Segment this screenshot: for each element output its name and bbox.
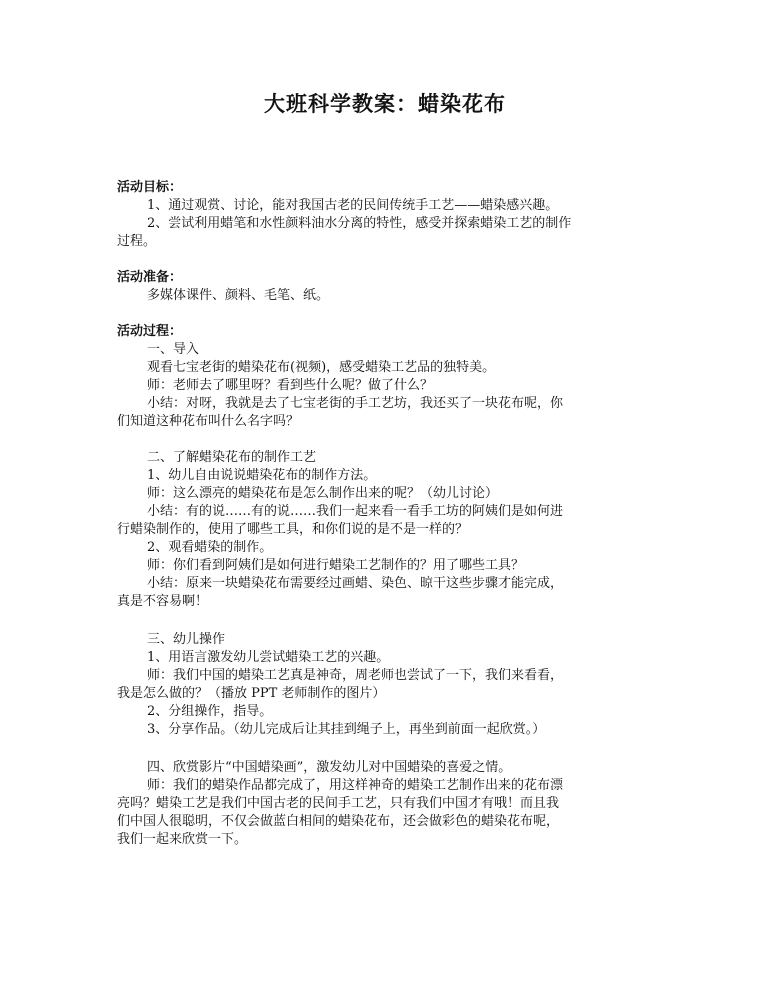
section-3-line-4: 3、分享作品。（幼儿完成后让其挂到绳子上，再坐到前面一起欣赏。） — [147, 722, 546, 737]
section-4-line-1d: 我们一起来欣赏一下。 — [117, 832, 248, 847]
section-2-title: 二、了解蜡染花布的制作工艺 — [147, 450, 317, 465]
section-3-line-3: 2、分组操作，指导。 — [147, 704, 273, 719]
section-2-line-3a: 小结：有的说……有的说……我们一起来看一看手工坊的阿姨们是如何进 — [147, 504, 564, 519]
section-4-title: 四、欣赏影片“中国蜡染画”，激发幼儿对中国蜡染的喜爱之情。 — [147, 760, 512, 775]
section-3-line-2a: 师：我们中国的蜡染工艺真是神奇，周老师也尝试了一下，我们来看看， — [147, 668, 564, 683]
prep-heading: 活动准备： — [117, 270, 183, 285]
section-2-line-3b: 行蜡染制作的，使用了哪些工具，和你们说的是不是一样的？ — [117, 522, 469, 537]
section-3-line-1: 1、用语言激发幼儿尝试蜡染工艺的兴趣。 — [147, 650, 390, 665]
goals-line-2b: 过程。 — [117, 234, 157, 249]
section-2-line-1: 1、幼儿自由说说蜡染花布的制作方法。 — [147, 468, 377, 483]
section-1-line-3a: 小结：对呀，我就是去了七宝老街的手工艺坊，我还买了一块花布呢，你 — [147, 396, 564, 411]
section-2-line-6a: 小结：原来一块蜡染花布需要经过画蜡、染色、晾干这些步骤才能完成， — [147, 576, 564, 591]
section-1-line-1: 观看七宝老街的蜡染花布(视频)，感受蜡染工艺品的独特美。 — [147, 360, 496, 375]
section-1-title: 一、导入 — [147, 342, 200, 357]
section-4-line-1b: 亮吗？蜡染工艺是我们中国古老的民间手工艺，只有我们中国才有哦！而且我 — [117, 796, 560, 811]
document-title: 大班科学教案：蜡染花布 — [264, 92, 506, 116]
section-1-line-2: 师：老师去了哪里呀？看到些什么呢？做了什么？ — [147, 378, 434, 393]
section-2-line-4: 2、观看蜡染的制作。 — [147, 540, 273, 555]
section-2-line-2: 师：这么漂亮的蜡染花布是怎么制作出来的呢？（幼儿讨论） — [147, 486, 499, 501]
section-3-line-2b: 我是怎么做的？（播放 PPT 老师制作的图片） — [117, 686, 386, 701]
section-2-line-5: 师：你们看到阿姨们是如何进行蜡染工艺制作的？用了哪些工具？ — [147, 558, 525, 573]
section-4-line-1c: 们中国人很聪明，不仅会做蓝白相间的蜡染花布，还会做彩色的蜡染花布呢， — [117, 814, 560, 829]
goals-heading: 活动目标： — [117, 180, 183, 195]
section-1-line-3b: 们知道这种花布叫什么名字吗？ — [117, 414, 300, 429]
goals-line-2a: 2、尝试利用蜡笔和水性颜料油水分离的特性，感受并探索蜡染工艺的制作 — [147, 216, 572, 231]
section-3-title: 三、幼儿操作 — [147, 632, 226, 647]
section-2-line-6b: 真是不容易啊！ — [117, 594, 209, 609]
section-4-line-1a: 师：我们的蜡染作品都完成了，用这样神奇的蜡染工艺制作出来的花布漂 — [147, 778, 564, 793]
process-heading: 活动过程： — [117, 324, 183, 339]
prep-line-1: 多媒体课件、颜料、毛笔、纸。 — [147, 288, 330, 303]
goals-line-1: 1、通过观赏、讨论，能对我国古老的民间传统手工艺——蜡染感兴趣。 — [147, 198, 559, 213]
